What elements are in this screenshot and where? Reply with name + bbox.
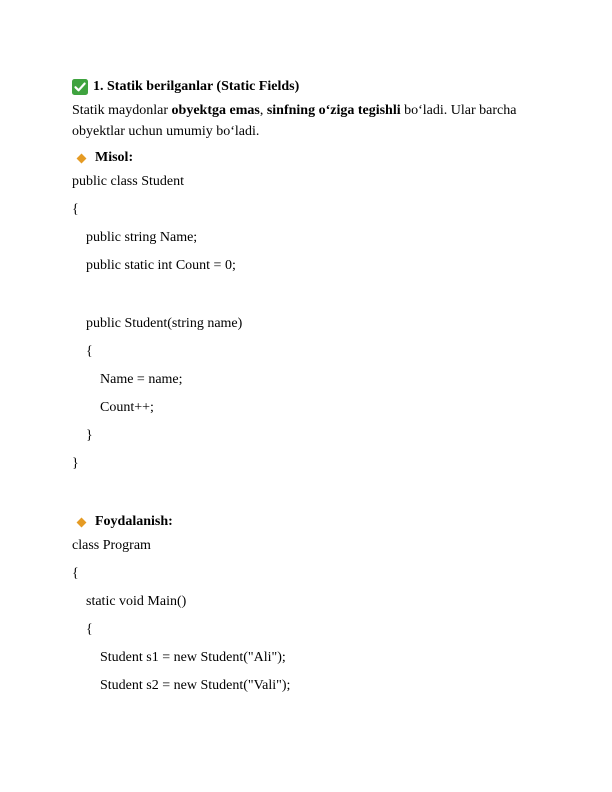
code-line: public class Student (72, 174, 184, 189)
intro-text-2: , (259, 103, 267, 118)
code-line: { (72, 202, 79, 217)
intro-paragraph (72, 101, 542, 142)
intro-bold-2: sinfning o‘ziga tegishli (266, 103, 401, 118)
intro-text-3: bo‘ladi. Ular barcha obyektlar uchun umumiy bo‘ladi. (72, 103, 517, 139)
code-line: public string Name; (86, 230, 198, 245)
intro-bold-1: obyektga emas (171, 103, 260, 118)
usage-label-text: Foydalanish: (95, 514, 173, 529)
example-label (77, 149, 133, 167)
heading-text: 1. Statik berilganlar (Static Fields) (93, 79, 300, 94)
diamond-icon (77, 153, 87, 163)
check-mark-icon (72, 79, 88, 95)
code-line: public Student(string name) (86, 316, 243, 331)
code-line: static void Main() (86, 594, 187, 609)
code-line: } (86, 428, 93, 443)
code-line: { (72, 566, 79, 581)
code-line: Student s2 = new Student("Vali"); (100, 678, 291, 693)
code-line: { (86, 344, 93, 359)
intro-text-1: Statik maydonlar (72, 103, 172, 118)
code-line: } (72, 456, 79, 471)
code-line: Count++; (100, 400, 154, 415)
example-label-text: Misol: (95, 150, 134, 165)
section-heading (72, 78, 299, 96)
code-line: { (86, 622, 93, 637)
diamond-icon (77, 517, 87, 527)
code-line: class Program (72, 538, 151, 553)
usage-label (77, 513, 173, 531)
code-line: Name = name; (100, 372, 183, 387)
code-line: public static int Count = 0; (86, 258, 236, 273)
code-line: Student s1 = new Student("Ali"); (100, 650, 286, 665)
